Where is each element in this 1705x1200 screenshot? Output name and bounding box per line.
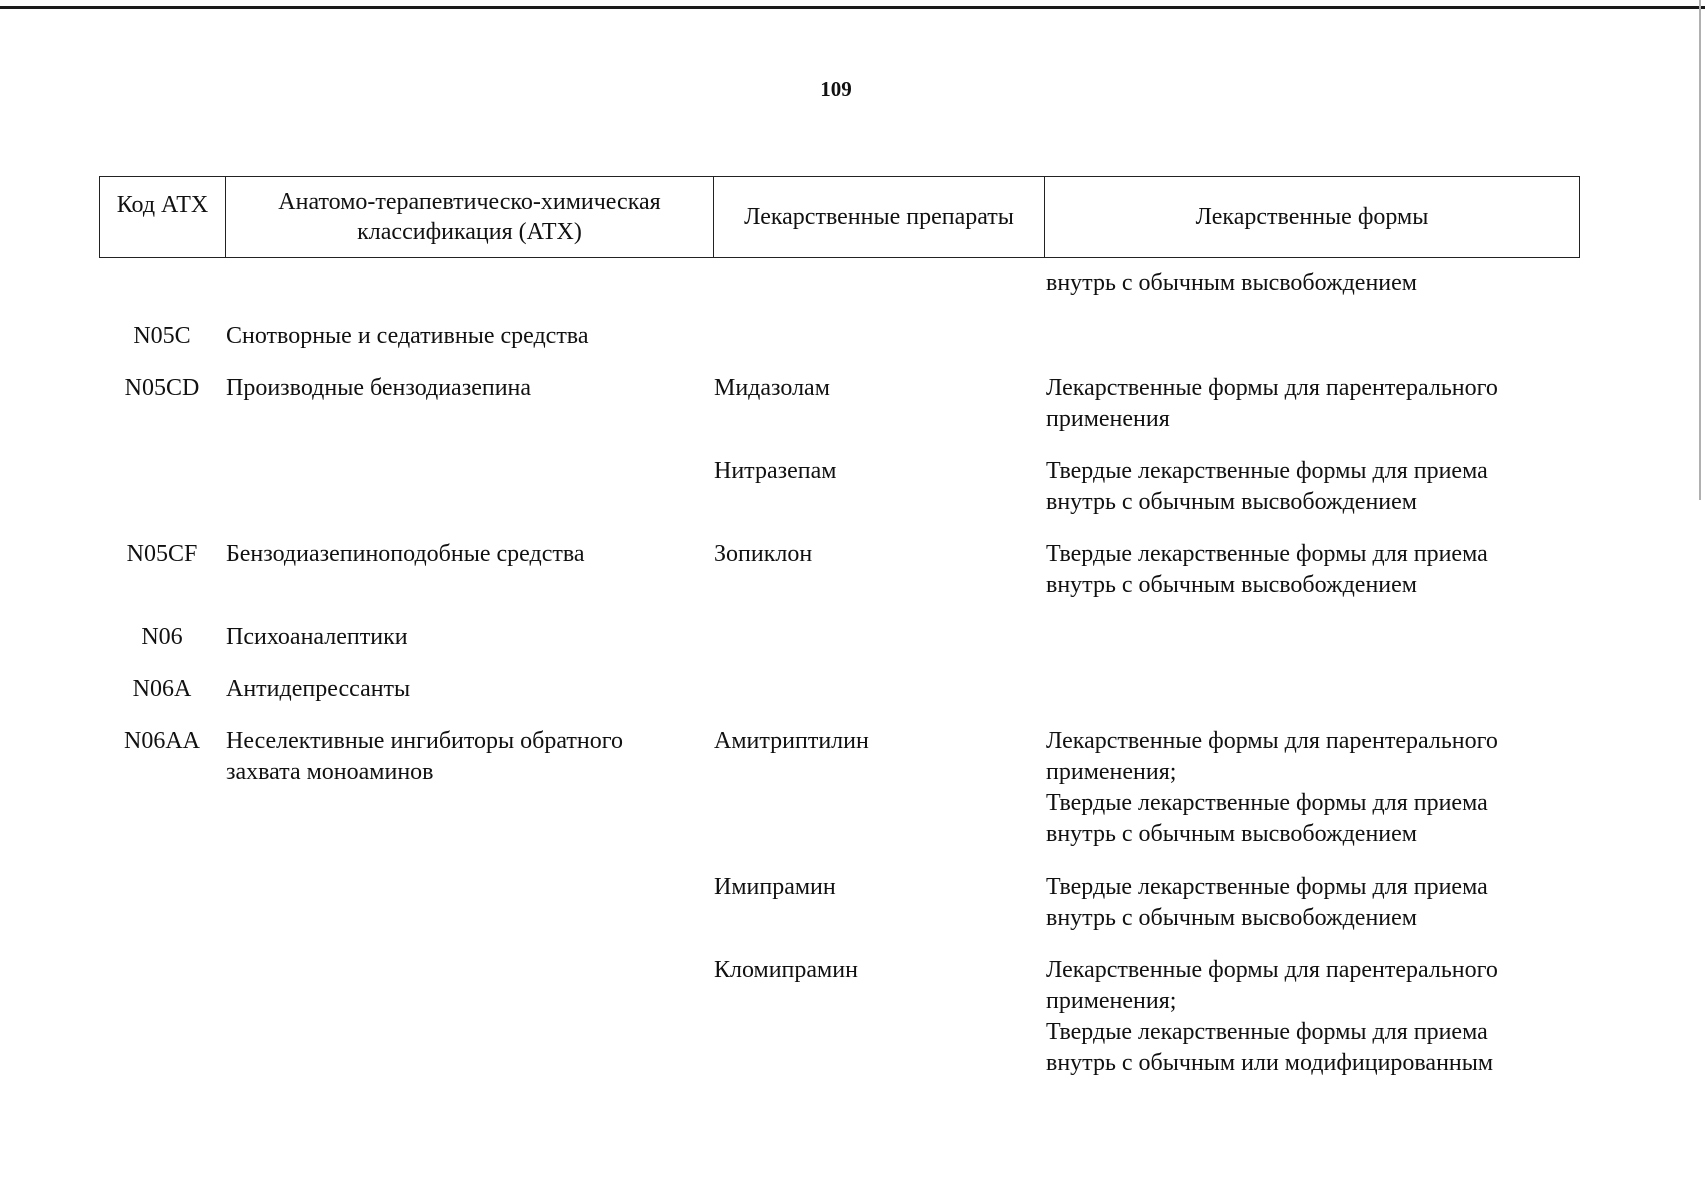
- table-header: [99, 176, 1580, 258]
- code-cell: N06A: [132, 676, 192, 702]
- forms-cell: Лекарственные формы для парентерального применения: [1046, 375, 1498, 432]
- header-dosage-forms: Лекарственные формы: [1195, 204, 1429, 230]
- forms-cell: Лекарственные формы для парентерального применения; Твердые лекарственные формы для приема внутрь с обычным или модифицированным: [1046, 957, 1498, 1076]
- header-atc-classification: Анатомо-терапевтическо-химическая классификация (АТХ): [226, 177, 714, 257]
- code-cell: N06AA: [124, 728, 200, 754]
- scan-edge-line: [1699, 0, 1701, 500]
- atc-cell: Бензодиазепиноподобные средства: [226, 541, 585, 567]
- drug-cell: Зопиклон: [714, 541, 813, 567]
- forms-cell: Твердые лекарственные формы для приема внутрь с обычным высвобождением: [1046, 874, 1488, 931]
- drug-cell: Мидазолам: [714, 375, 830, 401]
- code-cell: N05CD: [124, 375, 200, 401]
- header-drugs: Лекарственные препараты: [714, 177, 1045, 257]
- drug-cell: Кломипрамин: [714, 957, 858, 983]
- forms-cell: Твердые лекарственные формы для приема внутрь с обычным высвобождением: [1046, 458, 1488, 515]
- forms-cell: внутрь с обычным высвобождением: [1046, 270, 1417, 296]
- top-border-line: [0, 6, 1705, 9]
- code-cell: N05C: [133, 323, 191, 349]
- drug-cell: Нитразепам: [714, 458, 837, 484]
- drug-cell: Амитриптилин: [714, 728, 869, 754]
- code-cell: N05CF: [126, 541, 198, 567]
- header-code: Код АТХ: [100, 177, 226, 257]
- atc-cell: Психоаналептики: [226, 624, 408, 650]
- drug-cell: Имипрамин: [714, 874, 836, 900]
- page-number: 109: [820, 77, 852, 101]
- forms-cell: Лекарственные формы для парентерального применения; Твердые лекарственные формы для приема внутрь с обычным высвобождением: [1046, 728, 1498, 847]
- atc-cell: Неселективные ингибиторы обратного захвата моноаминов: [226, 728, 623, 785]
- code-cell: N06: [141, 624, 183, 650]
- atc-cell: Производные бензодиазепина: [226, 375, 532, 401]
- atc-cell: Снотворные и седативные средства: [226, 323, 589, 349]
- atc-cell: Антидепрессанты: [226, 676, 411, 702]
- forms-cell: Твердые лекарственные формы для приема внутрь с обычным высвобождением: [1046, 541, 1488, 598]
